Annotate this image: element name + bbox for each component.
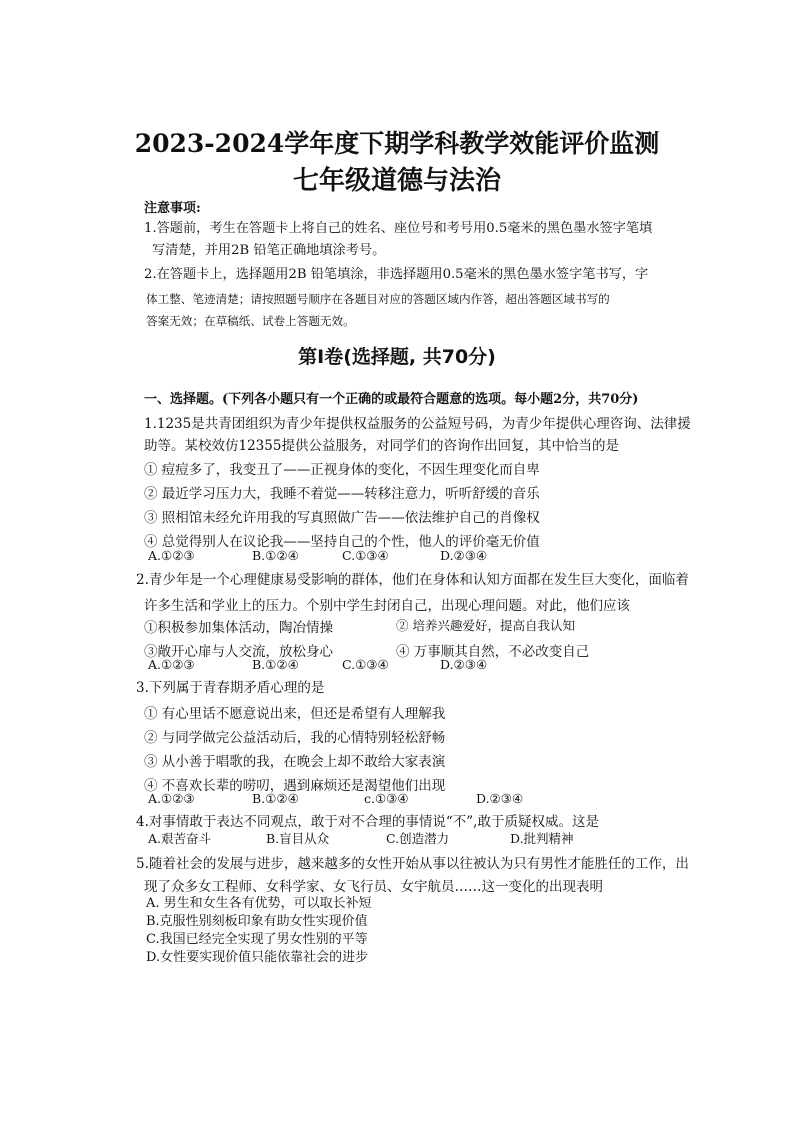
q5-option-d: D.女性要实现价值只能依靠社会的进步 [146, 950, 369, 965]
q5-option-c: C.我国已经完全实现了男女性别的平等 [146, 932, 368, 947]
q5-option-a: A. 男生和女生各有优势，可以取长补短 [146, 896, 372, 911]
notice-item-2-line-1: 2.在答题卡上，选择题用2B 铅笔填涂，非选择题用0.5毫米的黑色墨水签字笔书写，字 [144, 267, 649, 282]
q3-option-3: ③ 从小善于唱歌的我，在晚会上却不敢给大家表演 [144, 754, 446, 770]
q4-choice-b: B.盲目从众 [266, 831, 330, 846]
q3-choice-b: B.①②④ [252, 791, 299, 806]
q5-stem-line-2: 现了众多女工程师、女科学家、女飞行员、女宇航员……这一变化的出现表明 [144, 879, 603, 895]
q2-stem-line-1: 2.青少年是一个心理健康易受影响的群体，他们在身体和认知方面都在发生巨大变化，面临着 [136, 572, 689, 588]
q4-stem: 4.对事情敢于表达不同观点，敢于对不合理的事情说“不”,敢于质疑权威。这是 [136, 814, 599, 830]
notice-heading: 注意事项: [144, 201, 201, 216]
q1-option-1: ① 痘痘多了，我变丑了——正视身体的变化，不因生理变化而自卑 [144, 462, 540, 478]
q3-choice-d: D.②③④ [476, 791, 524, 806]
notice-item-1-line-1: 1.答题前，考生在答题卡上将自己的姓名、座位号和考号用0.5毫米的黑色墨水签字笔填 [144, 221, 653, 236]
q3-choice-a: A.①②③ [148, 791, 195, 806]
q2-choice-d: D.②③④ [440, 657, 488, 672]
q3-option-1: ① 有心里话不愿意说出来，但还是希望有人理解我 [144, 706, 446, 722]
q3-choice-c: c.①③④ [364, 791, 409, 806]
q2-option-4: ④ 万事顺其自然，不必改变自己 [396, 644, 590, 660]
exam-subject: 七年级道德与法治 [292, 166, 501, 196]
q3-stem: 3.下列属于青春期矛盾心理的是 [136, 680, 325, 696]
q2-option-2: ② 培养兴趣爱好，提高自我认知 [396, 618, 575, 633]
q4-choice-c: C.创造潜力 [386, 831, 450, 846]
q4-choice-d: D.批判精神 [510, 831, 574, 846]
q3-option-2: ② 与同学做完公益活动后，我的心情特别轻松舒畅 [144, 730, 446, 746]
q1-option-2: ② 最近学习压力大，我睡不着觉——转移注意力，听听舒缓的音乐 [144, 486, 540, 502]
q1-choice-b: B.①②④ [252, 548, 299, 563]
q3-option-4: ④ 不喜欢长辈的唠叨，遇到麻烦还是渴望他们出现 [144, 778, 446, 794]
q1-choice-c: C.①③④ [342, 548, 389, 563]
q1-stem-line-1: 1.1235是共青团组织为青少年提供权益服务的公益短号码，为青少年提供心理咨询、法律援 [144, 416, 691, 432]
q5-option-b: B.克服性别刻板印象有助女性实现价值 [146, 914, 368, 929]
q2-choice-a: A.①②③ [148, 657, 195, 672]
q4-choice-a: A.艰苦奋斗 [148, 831, 212, 846]
notice-item-1-line-2: 写清楚，并用2B 铅笔正确地填涂考号。 [152, 243, 386, 258]
q1-choice-a: A.①②③ [148, 548, 195, 563]
q1-choice-d: D.②③④ [440, 548, 488, 563]
q2-choice-c: C.①③④ [342, 657, 389, 672]
q1-option-3: ③ 照相馆未经允许用我的写真照做广告——依法维护自己的肖像权 [144, 510, 540, 526]
q1-stem-line-2: 助等。某校效仿12355提供公益服务，对同学们的咨询作出回复，其中恰当的是 [144, 438, 619, 454]
notice-item-2-line-3: 答案无效；在草稿纸、试卷上答题无效。 [146, 314, 355, 328]
q2-option-1: ①积极参加集体活动，陶冶情操 [144, 620, 333, 636]
notice-item-2-line-2: 体工整、笔迹清楚；请按照题号顺序在各题目对应的答题区域内作答，超出答题区域书写的 [146, 292, 610, 306]
q2-choice-b: B.①②④ [252, 657, 299, 672]
q2-option-3: ③敞开心扉与人交流，放松身心 [144, 644, 333, 660]
q1-option-4: ④ 总觉得别人在议论我——坚持自己的个性，他人的评价毫无价值 [144, 534, 540, 550]
part-heading: 一、选择题。(下列各小题只有一个正确的或最符合题意的选项。每小题2分，共70分) [144, 392, 639, 407]
q5-stem-line-1: 5.随着社会的发展与进步，越来越多的女性开始从事以往被认为只有男性才能胜任的工作，出 [136, 856, 689, 872]
exam-title: 2023-2024学年度下期学科教学效能评价监测 [134, 129, 660, 158]
section-title: 第Ⅰ卷(选择题, 共70分) [298, 346, 496, 368]
q2-stem-line-2: 许多生活和学业上的压力。个别中学生封闭自己，出现心理问题。对此，他们应该 [144, 598, 630, 614]
